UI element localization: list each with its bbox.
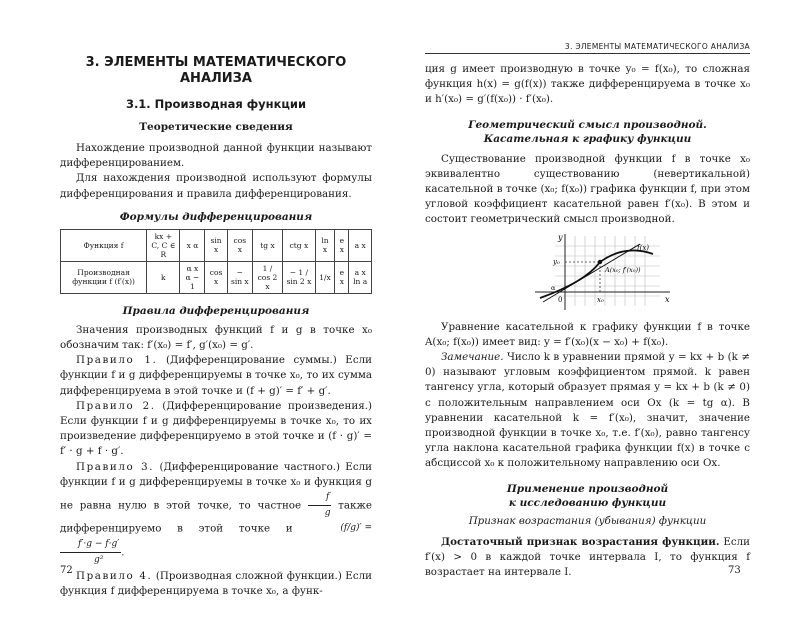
table-cell: a x ln a xyxy=(349,261,372,293)
tangent-graph xyxy=(525,232,675,316)
section-title: 3.1. Производная функции xyxy=(125,97,307,111)
table-cell: − sin x xyxy=(227,261,252,293)
paragraph-definition: Нахождение производной данной функции называют дифференцированием. xyxy=(60,142,372,170)
table-row xyxy=(61,229,372,261)
paragraph-geometric: Существование производной функции f в точке x₀ эквивалентно существованию (невертикальной) касательной в точке (x₀; f(x₀)) графика функции f, при этом угловой коэффициент касательной равен f′(x₀). В этом и состоит геометрический смысл производной. xyxy=(425,152,750,226)
right-page xyxy=(400,0,800,621)
rule-3-also: также xyxy=(338,499,372,512)
rule-3-label: Правило 3. xyxy=(76,460,155,473)
geometric-title-2: Касательная к графику функции xyxy=(483,132,692,145)
graph-y-label: y xyxy=(558,232,563,242)
paragraph-methods: Для нахождения производной используют формулы дифференцирования и правила дифференцирования. xyxy=(60,172,372,200)
chapter-title: 3. ЭЛЕМЕНТЫ МАТЕМАТИЧЕСКОГО АНАЛИЗА xyxy=(85,55,347,86)
rule-4 xyxy=(60,569,372,599)
point-a xyxy=(598,259,602,263)
sufficient-label: Достаточный признак возрастания функции. xyxy=(441,535,720,548)
formulas-title: Формулы дифференцирования xyxy=(119,210,313,223)
table-cell: cos x xyxy=(205,261,227,293)
graph-origin: 0 xyxy=(558,295,563,304)
quotient-rhs: $\frac{f'\cdot g - f\cdot g'}{\text{g²}}$ xyxy=(60,537,121,568)
rule-2 xyxy=(60,399,372,460)
table-cell: − 1 / sin 2 x xyxy=(283,261,316,293)
table-cell: Функция f xyxy=(61,229,147,261)
table-cell: α x α − 1 xyxy=(180,261,205,293)
rule-2-label: Правило 2. xyxy=(76,399,156,412)
application-title-2: к исследованию функции xyxy=(508,496,667,509)
table-cell: ln x xyxy=(315,229,334,261)
table-cell: ctg x xyxy=(283,229,316,261)
table-cell: Производная функции f (f′(x)) xyxy=(61,261,147,293)
graph-x0: x₀ xyxy=(597,295,604,304)
rule-4-text: (Производная сложной функции.) Если функция f дифференцируема в точке x₀, а функ- xyxy=(60,569,372,597)
page-number-left: 72 xyxy=(60,565,73,576)
table-cell: sin x xyxy=(205,229,227,261)
rule-1-text: (Дифференцирование суммы.) Если функции f и g дифференцируемы в точке x₀, то их сумма дифференцируема в этой точке и (f + g)′ = f′ + g′. xyxy=(60,354,372,397)
quotient-formula: (f/g)′ = xyxy=(340,523,372,534)
paragraph-chain-rule: ция g имеет производную в точке y₀ = f(x₀), то сложная функция h(x) = g(f(x)) также дифференцируема в точке x₀ и h′(x₀) = g′(f(x₀)) · f′(x₀). xyxy=(425,63,750,106)
theory-title: Теоретические сведения xyxy=(139,121,293,133)
rule-1-label: Правило 1. xyxy=(76,354,158,367)
remark-label: Замечание. xyxy=(441,351,504,364)
table-cell: k xyxy=(147,261,180,293)
table-cell: x α xyxy=(180,229,205,261)
graph-point-label: A(x₀; f′(x₀)) xyxy=(605,265,641,274)
table-cell: kx + C, C ∈ R xyxy=(147,229,180,261)
table-cell: tg x xyxy=(252,229,282,261)
rule-1 xyxy=(60,353,372,399)
table-cell: e x xyxy=(335,261,349,293)
running-header: 3. ЭЛЕМЕНТЫ МАТЕМАТИЧЕСКОГО АНАЛИЗА xyxy=(425,42,750,54)
monotone-title: Признак возрастания (убывания) функции xyxy=(468,514,707,527)
fraction-f-over-g: $\frac{f}{g}$ xyxy=(308,490,331,521)
paragraph-notation: Значения производных функций f и g в точке x₀ обозначим так: f′(x₀) = f′, g′(x₀) = g′. xyxy=(60,323,372,352)
paragraph-sufficient-condition xyxy=(425,535,750,581)
table-cell: a x xyxy=(349,229,372,261)
rule-3-cont: дифференцируемо в этой точке и xyxy=(60,523,293,536)
paragraph-remark xyxy=(425,350,750,472)
rule-4-label: Правило 4. xyxy=(76,569,153,582)
table-cell: cos x xyxy=(227,229,252,261)
application-title-1: Применение производной xyxy=(506,482,669,495)
paragraph-tangent-equation: Уравнение касательной к графику функции f в точке A(x₀; f(x₀)) имеет вид: y = f′(x₀)(x − x₀) + f(x₀). xyxy=(425,320,750,348)
rules-title: Правила дифференцирования xyxy=(122,304,310,317)
sufficient-text: Если f′(x) > 0 в каждой точке интервала I, то функция f возрастает на интервале I. xyxy=(425,535,750,579)
graph-y0: y₀ xyxy=(553,257,560,266)
graph-angle: α xyxy=(551,283,556,292)
table-row xyxy=(61,261,372,293)
formulas-table xyxy=(60,229,372,294)
table-cell: 1/x xyxy=(315,261,334,293)
graph-curve-label: f(x) xyxy=(637,243,650,252)
rule-3: Правило 3. (Дифференцирование частного.) Если функции f и g дифференцируемы в точке x₀ и функция g не равна нулю в этой точке, то частное $\frac{f}{g}$ также дифференцируемо в этой точке и (f/g)′ = $\frac{f'\cdot g - f\cdot g'}{\text{g²}}$ . xyxy=(60,460,372,569)
table-cell: 1 / cos 2 x xyxy=(252,261,282,293)
remark-text: Число k в уравнении прямой y = kx + b (k ≠ 0) называют угловым коэффициентом прямой. k равен тангенсу угла, который образует прямая y = kx + b (k ≠ 0) с положительным направлением оси Ox (k = tg α). В уравнении касательной k = f′(x₀), значит, значение производной функции в точке x₀, т.е. f′(x₀), равно тангенсу угла наклона касательной графика функции f(x) в точке с абсциссой x₀ к положительному направлению оси Ox. xyxy=(425,351,750,470)
table-cell: e x xyxy=(335,229,349,261)
geometric-title-1: Геометрический смысл производной. xyxy=(468,118,707,131)
rule-2-text: (Дифференцирование произведения.) Если функции f и g дифференцируемы в точке x₀, то их произведение дифференцируемо в этой точке и (f · g)′ = f′ · g + f · g′. xyxy=(60,399,372,458)
page-number-right: 73 xyxy=(728,565,741,576)
rule-3-text: (Дифференцирование частного.) Если функции f и g дифференцируемы в точке x₀ и функция g не равна нулю в этой точке, то частное xyxy=(60,460,372,512)
graph-x-label: x xyxy=(665,294,670,304)
